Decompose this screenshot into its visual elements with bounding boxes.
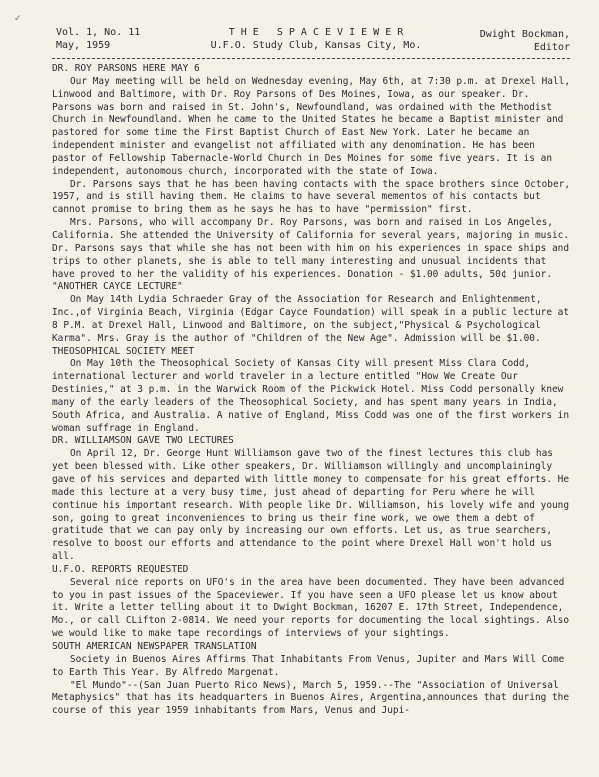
parsons-paragraph-3: Mrs. Parsons, who will accompany Dr. Roy Parsons, was born and raised in Los Angeles, California. She attended the University of California for several years, majoring in music. Dr. Parsons says that while she has not been with him on his experiences in space ships and trips to other planets, she is able to tell many interesting and unusual incidents that have proved to her the validity of his experiences. Donation - $1.00 adults, 50¢ junior.: [52, 217, 570, 280]
section-title-reports: U.F.O. REPORTS REQUESTED: [52, 563, 189, 575]
reports-paragraph: Several nice reports on UFO's in the area have been documented. They have been advanced to you in past issues of the Spaceviewer. If you have seen a UFO please let us know about it. Write a letter telling about it to Dwight Bockman, 16207 E. 17th Street, Independence, Mo., or call CLifton 2-0814. We need your reports for documenting the local sightings. Also we would like to make tape recordings of interviews of your sightings.: [52, 576, 570, 640]
issue-info: [56, 26, 140, 52]
section-title-theosophical: THEOSOPHICAL SOCIETY MEET: [52, 345, 195, 357]
corner-check-mark: ✓: [14, 14, 22, 24]
theosophical-paragraph: On May 10th the Theosophical Society of Kansas City will present Miss Clara Codd, international lecturer and world traveler in a lecture entitled "How We Create Our Destinies," at 3 p.m. in the Warwick Room of the Pickwick Hotel. Miss Codd personally knew many of the early leaders of the Theosophical Society, and has spent many years in India, South Africa, and Australia. A native of England, Miss Codd was one of the first workers in woman suffrage in England.: [52, 358, 570, 434]
club-name: U.F.O. Study Club, Kansas City, Mo.: [210, 40, 422, 51]
editor-role: Editor: [533, 42, 570, 53]
header-divider: [52, 58, 570, 59]
newsletter-title-block: [186, 26, 446, 52]
williamson-paragraph: On April 12, Dr. George Hunt Williamson gave two of the finest lectures this club has yet been blessed with. Like other speakers, Dr. Williamson willingly and uncomplainingly gave of his services and departed with little money to compensate for his great efforts. He made this lecture at a very busy time, just ahead of departing for Peru where he will continue his important research. With people like Dr. Williamson, his lovely wife and young son, going to great inconveniences to bring us their fine work, we owe them a debt of gratitude that we can pay only by increasing our own efforts. Let us, as true searchers, resolve to boost our efforts and attendance to the point where Drexel Hall won't hold us all.: [52, 448, 570, 563]
editor-name: Dwight Bockman,: [479, 29, 570, 40]
masthead: [56, 26, 570, 66]
newspaper-paragraph: "El Mundo"--(San Juan Puerto Rico News), March 5, 1959.--The "Association of Universal Metaphysics" that has its headquarters in Buenos Aires, Argentina,announces that during the course of this year 1959 inhabitants from Mars, Venus and Jupi-: [52, 679, 570, 717]
newspaper-subtitle: Society in Buenos Aires Affirms That Inhabitants From Venus, Jupiter and Mars Will Come to Earth This Year. By Alfredo Margenat.: [52, 653, 565, 678]
cayce-paragraph: On May 14th Lydia Schraeder Gray of the Association for Research and Enlightenment, Inc.,of Virginia Beach, Virginia (Edgar Cayce Foundation) will speak in a public lecture at 8 P.M. at Drexel Hall, Linwood and Baltimore, on the subject,"Physical & Psychological Karma". Mrs. Gray is the author of "Children of the New Age". Admission will be $1.00.: [52, 294, 570, 344]
parsons-paragraph-1: Our May meeting will be held on Wednesday evening, May 6th, at 7:30 p.m. at Drexel Hall, Linwood and Baltimore, with Dr. Roy Parsons of Des Moines, Iowa, as our speaker. Dr. Parsons was born and raised in St. John's, Newfoundland, was ordained with the Methodist Church in Newfoundland. When he came to the United States he became a Baptist minister and pastored for some time the First Baptist Church of East New York. Later he became an independent minister and evangelist not affiliated with any denomination. He has been pastor of Fellowship Tabernacle-World Church in Des Moines for some five years. It is an independent, autonomous church, incorporated with the state of Iowa.: [52, 75, 571, 177]
editor-info: [480, 28, 570, 54]
section-title-williamson: DR. WILLIAMSON GAVE TWO LECTURES: [52, 435, 234, 447]
section-title-parsons: DR. ROY PARSONS HERE MAY 6: [52, 63, 200, 74]
section-title-newspaper: SOUTH AMERICAN NEWSPAPER TRANSLATION: [52, 640, 257, 652]
parsons-paragraph-2: Dr. Parsons says that he has been having contacts with the space brothers since October, 1957, and is still having them. He claims to have several mementos of his contacts but cannot promise to bring them as he says he has to have "permission" first.: [52, 178, 571, 216]
newsletter-body: [52, 63, 574, 718]
volume-number: Vol. 1, No. 11: [56, 27, 141, 38]
newsletter-title: T H E S P A C E V I E W E R: [228, 27, 404, 38]
section-title-cayce: "ANOTHER CAYCE LECTURE": [52, 281, 183, 293]
issue-date: May, 1959: [56, 40, 111, 51]
